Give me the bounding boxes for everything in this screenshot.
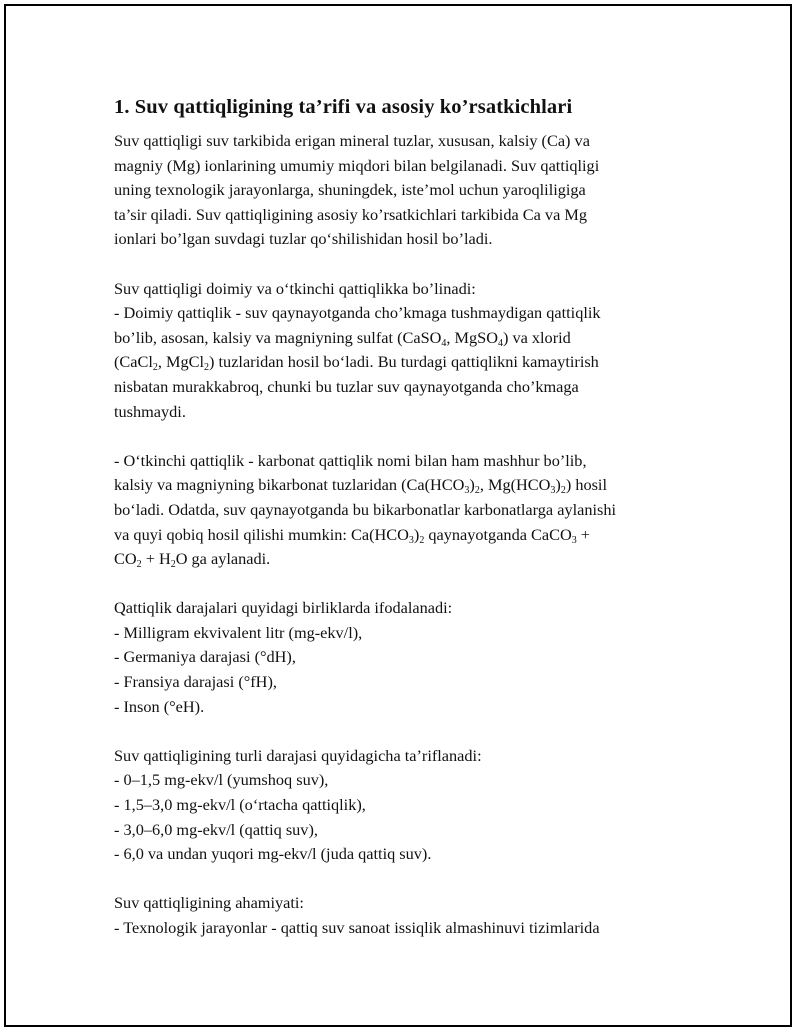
temporary-line bbox=[114, 547, 694, 572]
importance-heading: Suv qattiqligining ahamiyati: bbox=[114, 893, 304, 913]
intro-line: ta’sir qiladi. Suv qattiqligining asosiy ko’rsatkichlari tarkibida Ca va Mg bbox=[114, 204, 587, 224]
subscript: 4 bbox=[441, 337, 447, 349]
text-run: , Mg(HCO bbox=[479, 475, 551, 495]
list-item: - Germaniya darajasi (°dH), bbox=[114, 647, 296, 667]
permanent-line: nisbatan murakkabroq, chunki bu tuzlar suv qaynayotganda cho’kmaga bbox=[114, 376, 579, 396]
list-item: - Inson (°eH). bbox=[114, 696, 205, 716]
subscript: 2 bbox=[474, 485, 480, 497]
importance-list bbox=[114, 891, 694, 940]
list-item: - Milligram ekvivalent litr (mg-ekv/l), bbox=[114, 622, 363, 642]
text-run: , MgCl bbox=[157, 352, 205, 372]
permanent-line: - Doimiy qattiqlik - suv qaynayotganda cho’kmaga tushmaydigan qattiqlik bbox=[114, 303, 601, 323]
intro-line: Suv qattiqligi suv tarkibida erigan mineral tuzlar, xususan, kalsiy (Ca) va bbox=[114, 131, 590, 150]
subscript: 2 bbox=[152, 362, 158, 374]
text-run: ) tuzlaridan hosil bo‘ladi. Bu turdagi qattiqlikni kamaytirish bbox=[209, 352, 599, 372]
text-run: ) hosil bbox=[565, 475, 607, 495]
text-run: ) bbox=[555, 475, 561, 495]
text-run: CO bbox=[114, 549, 137, 569]
text-run: + H bbox=[141, 549, 171, 569]
list-item: - Fransiya darajasi (°fH), bbox=[114, 672, 277, 692]
temporary-line bbox=[114, 523, 694, 548]
types-heading: Suv qattiqligi doimiy va o‘tkinchi qattiqlikka bo’linadi: bbox=[114, 278, 476, 298]
permanent-line bbox=[114, 350, 694, 375]
text-run: O ga aylanadi. bbox=[175, 549, 271, 569]
text-run: va quyi qobiq hosil qilishi mumkin: Ca(HCO bbox=[114, 524, 409, 544]
text-run: ) bbox=[469, 475, 475, 495]
units-list bbox=[114, 596, 694, 719]
text-run: qaynayotganda CaCO bbox=[424, 524, 572, 544]
subscript: 2 bbox=[204, 362, 210, 374]
subscript: 3 bbox=[408, 534, 414, 546]
text-run: + bbox=[576, 524, 590, 544]
levels-list bbox=[114, 744, 694, 867]
subscript: 4 bbox=[497, 337, 503, 349]
text-run: ) bbox=[413, 524, 420, 544]
temporary-line: - O‘tkinchi qattiqlik - karbonat qattiqlik nomi bilan ham mashhur bo’lib, bbox=[114, 450, 587, 470]
units-heading: Qattiqlik darajalari quyidagi birliklarda ifodalanadi: bbox=[114, 598, 453, 618]
intro-line: ionlari bo’lgan suvdagi tuzlar qo‘shilishidan hosil bo’ladi. bbox=[114, 229, 493, 249]
list-item: - 3,0–6,0 mg-ekv/l (qattiq suv), bbox=[114, 819, 318, 839]
permanent-line: tushmaydi. bbox=[114, 401, 186, 421]
section-title: 1. Suv qattiqligining ta’rifi va asosiy ko’rsatkichlari bbox=[114, 96, 573, 118]
subscript: 2 bbox=[170, 559, 176, 571]
intro-line: magniy (Mg) ionlarining umumiy miqdori bilan belgilanadi. Suv qattiqligi bbox=[114, 155, 600, 175]
text-run: ) va xlorid bbox=[502, 327, 571, 347]
temporary-hardness-paragraph bbox=[114, 449, 694, 572]
intro-paragraph bbox=[114, 129, 694, 252]
subscript: 2 bbox=[136, 559, 142, 571]
permanent-line bbox=[114, 326, 694, 351]
subscript: 3 bbox=[550, 485, 556, 497]
intro-line: uning texnologik jarayonlarga, shuningdek, iste’mol uchun yaroqliligiga bbox=[114, 180, 586, 200]
text-run: , MgSO bbox=[446, 327, 498, 347]
temporary-line bbox=[114, 473, 694, 498]
list-item: - 0–1,5 mg-ekv/l (yumshoq suv), bbox=[114, 770, 329, 790]
permanent-hardness-paragraph bbox=[114, 277, 694, 425]
list-item: - 6,0 va undan yuqori mg-ekv/l (juda qattiq suv). bbox=[114, 844, 432, 864]
list-item: - Texnologik jarayonlar - qattiq suv sanoat issiqlik almashinuvi tizimlarida bbox=[114, 918, 600, 937]
document-body bbox=[114, 95, 694, 941]
list-item: - 1,5–3,0 mg-ekv/l (o‘rtacha qattiqlik), bbox=[114, 795, 366, 815]
subscript: 3 bbox=[464, 485, 470, 497]
subscript: 2 bbox=[419, 534, 425, 546]
subscript: 2 bbox=[560, 485, 566, 497]
text-run: bo’lib, asosan, kalsiy va magniyning sulfat (CaSO bbox=[114, 327, 442, 347]
text-run: (CaCl bbox=[114, 352, 153, 372]
subscript: 3 bbox=[571, 534, 577, 546]
temporary-line: bo‘ladi. Odatda, suv qaynayotganda bu bikarbonatlar karbonatlarga aylanishi bbox=[114, 499, 616, 519]
text-run: kalsiy va magniyning bikarbonat tuzlaridan (Ca(HCO bbox=[114, 475, 465, 495]
levels-heading: Suv qattiqligining turli darajasi quyidagicha ta’riflanadi: bbox=[114, 745, 482, 765]
